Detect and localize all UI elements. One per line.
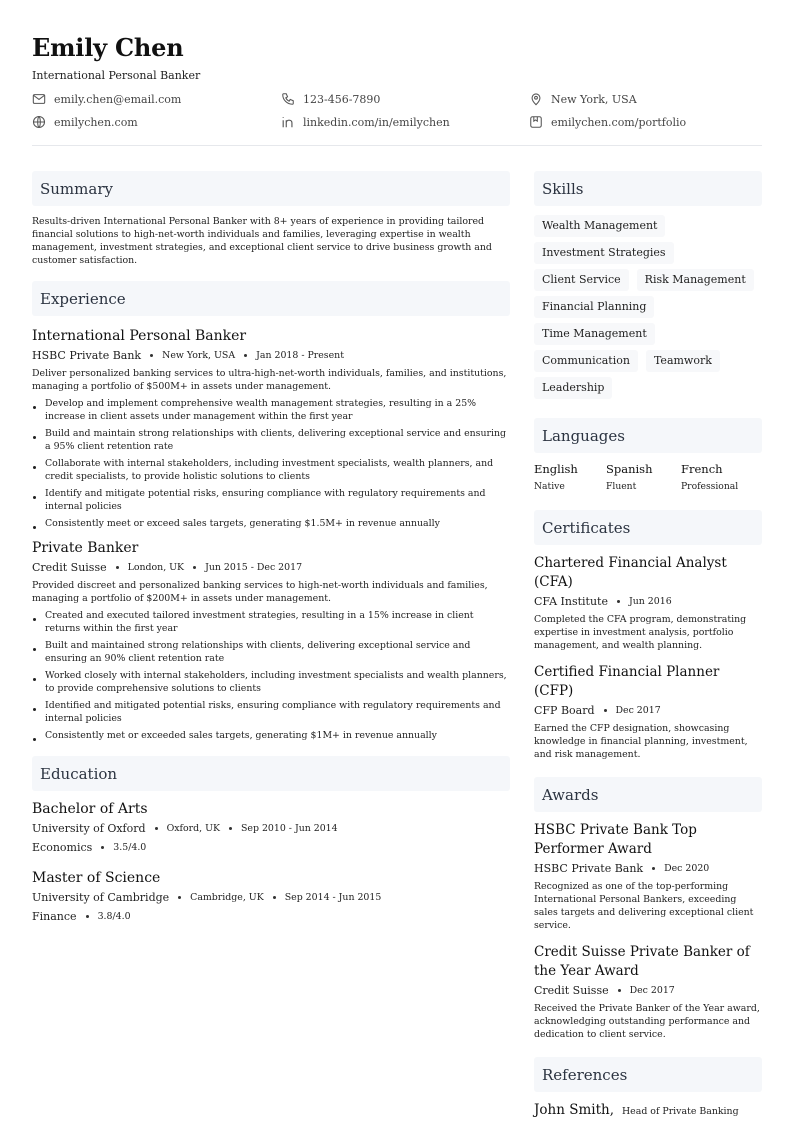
skill-tag: Investment Strategies <box>534 242 674 264</box>
job-bullet: Develop and implement comprehensive wealth management strategies, resulting in a 25% increase in client assets under management within the first year <box>32 397 510 423</box>
certificate-issuer: CFP Board <box>534 704 595 717</box>
reference-name: John Smith, <box>534 1102 614 1118</box>
certificate-description: Earned the CFP designation, showcasing knowledge in financial planning, investment, and risk management. <box>534 723 748 760</box>
certificate-meta <box>534 704 762 717</box>
job-company: Credit Suisse <box>32 561 107 574</box>
award-title: HSBC Private Bank Top Performer Award <box>534 822 697 857</box>
contact-website[interactable] <box>32 114 138 130</box>
left-column <box>32 171 510 923</box>
award-issuer: Credit Suisse <box>534 984 609 997</box>
certificate-issuer: CFA Institute <box>534 595 608 608</box>
summary-heading: Summary <box>32 171 510 206</box>
education-location: Cambridge, UK <box>190 892 264 903</box>
separator-dot <box>652 867 655 870</box>
skill-tag: Teamwork <box>646 350 720 372</box>
skill-tag: Risk Management <box>637 269 754 291</box>
contact-phone-text: 123-456-7890 <box>303 92 381 106</box>
job-location: London, UK <box>127 562 185 573</box>
award-date: Dec 2020 <box>664 863 710 874</box>
certificate-title: Chartered Financial Analyst (CFA) <box>534 555 727 590</box>
job-bullets <box>32 397 510 530</box>
education-school: University of Oxford <box>32 822 146 835</box>
separator-dot <box>116 566 119 569</box>
job-meta <box>32 561 510 574</box>
contact-location <box>529 91 637 107</box>
education-heading: Education <box>32 756 510 791</box>
separator-dot <box>193 566 196 569</box>
skills-list <box>534 215 762 404</box>
separator-dot <box>273 896 276 899</box>
summary-text: Results-driven International Personal Banker with 8+ years of experience in providing tailored financial solutions to high-net-worth individuals and families, leveraging expertise in wealth management, investment strategies, and exceptional client service to drive business growth and customer satisfaction. <box>32 216 492 266</box>
job-description: Provided discreet and personalized banking services to high-net-worth individuals and families, managing a portfolio of $200M+ in assets under management. <box>32 580 488 604</box>
award-entry <box>534 943 762 1041</box>
job-location: New York, USA <box>162 350 236 361</box>
education-field: Economics <box>32 841 93 854</box>
contact-linkedin-text: linkedin.com/in/emilychen <box>303 115 450 129</box>
skill-tag: Wealth Management <box>534 215 665 237</box>
education-field: Finance <box>32 910 77 923</box>
job-bullet: Built and maintained strong relationships with clients, delivering exceptional service and ensuring an 90% client retention rate <box>32 639 510 665</box>
phone-icon <box>281 92 295 106</box>
education-field-row <box>32 841 510 854</box>
certificate-description: Completed the CFA program, demonstrating expertise in investment analysis, portfolio management, and wealth planning. <box>534 614 747 651</box>
header-divider <box>32 145 762 146</box>
award-meta <box>534 862 762 875</box>
right-column <box>534 171 762 1118</box>
skill-tag: Client Service <box>534 269 629 291</box>
contact-website-text: emilychen.com <box>54 115 138 129</box>
education-location: Oxford, UK <box>166 823 220 834</box>
certificates-heading: Certificates <box>534 510 762 545</box>
skill-tag: Time Management <box>534 323 655 345</box>
separator-dot <box>178 896 181 899</box>
job-dates: Jun 2015 - Dec 2017 <box>205 562 303 573</box>
job-bullet: Collaborate with internal stakeholders, including investment specialists, wealth planners, and credit specialists, to provide holistic solutions to clients <box>32 457 510 483</box>
candidate-role: International Personal Banker <box>32 69 201 82</box>
mail-icon <box>32 92 46 106</box>
award-meta <box>534 984 762 997</box>
portfolio-icon <box>529 115 543 129</box>
language-name: Spanish <box>606 462 653 476</box>
job-meta <box>32 349 510 362</box>
contact-phone[interactable] <box>281 91 380 107</box>
certificate-date: Jun 2016 <box>628 596 672 607</box>
skill-tag: Leadership <box>534 377 612 399</box>
education-meta <box>32 891 510 904</box>
skill-tag: Communication <box>534 350 638 372</box>
separator-dot <box>155 827 158 830</box>
award-description: Received the Private Banker of the Year award, acknowledging outstanding performance and dedication to client service. <box>534 1003 760 1040</box>
certificate-title: Certified Financial Planner (CFP) <box>534 664 720 699</box>
contact-portfolio-text: emilychen.com/portfolio <box>551 115 687 129</box>
location-pin-icon <box>529 92 543 106</box>
job-bullet: Build and maintain strong relationships with clients, delivering exceptional service and ensuring a 95% client retention rate <box>32 427 510 453</box>
separator-dot <box>618 989 621 992</box>
job-bullet: Identify and mitigate potential risks, ensuring compliance with regulatory requirements and internal policies <box>32 487 510 513</box>
education-degree: Master of Science <box>32 870 161 886</box>
candidate-name: Emily Chen <box>32 33 184 62</box>
reference-entry <box>534 1102 762 1118</box>
education-gpa: 3.8/4.0 <box>97 911 131 922</box>
education-entry <box>32 870 510 923</box>
education-gpa: 3.5/4.0 <box>113 842 147 853</box>
job-description: Deliver personalized banking services to ultra-high-net-worth individuals, families, and institutions, managing a portfolio of $500M+ in assets under management. <box>32 368 507 392</box>
languages-list <box>534 462 762 492</box>
language-level: Fluent <box>606 481 637 492</box>
contact-portfolio[interactable] <box>529 114 686 130</box>
education-field-row <box>32 910 510 923</box>
separator-dot <box>86 915 89 918</box>
language-item <box>681 462 761 492</box>
education-meta <box>32 822 510 835</box>
contact-email[interactable] <box>32 91 181 107</box>
skills-heading: Skills <box>534 171 762 206</box>
award-entry <box>534 821 762 932</box>
certificate-entry <box>534 554 762 652</box>
job-bullets <box>32 609 510 742</box>
certificate-entry <box>534 663 762 761</box>
awards-heading: Awards <box>534 777 762 812</box>
separator-dot <box>101 846 104 849</box>
education-dates: Sep 2010 - Jun 2014 <box>241 823 338 834</box>
certificate-date: Dec 2017 <box>615 705 661 716</box>
job-entry <box>32 328 510 530</box>
separator-dot <box>150 354 153 357</box>
reference-position: Head of Private Banking <box>622 1106 739 1117</box>
job-bullet: Identified and mitigated potential risks, ensuring compliance with regulatory requirements and internal policies <box>32 699 510 725</box>
languages-heading: Languages <box>534 418 762 453</box>
job-bullet: Consistently met or exceeded sales targets, generating $1M+ in revenue annually <box>32 729 510 742</box>
language-level: Professional <box>681 481 739 492</box>
separator-dot <box>604 709 607 712</box>
education-degree: Bachelor of Arts <box>32 801 148 817</box>
award-issuer: HSBC Private Bank <box>534 862 644 875</box>
language-item <box>606 462 681 492</box>
job-dates: Jan 2018 - Present <box>256 350 344 361</box>
certificate-meta <box>534 595 762 608</box>
skill-tag: Financial Planning <box>534 296 654 318</box>
job-bullet: Worked closely with internal stakeholders, including investment specialists and wealth planners, to provide comprehensive solutions to clients <box>32 669 510 695</box>
language-name: English <box>534 462 578 476</box>
experience-heading: Experience <box>32 281 510 316</box>
separator-dot <box>244 354 247 357</box>
globe-icon <box>32 115 46 129</box>
language-level: Native <box>534 481 565 492</box>
job-title: International Personal Banker <box>32 328 247 344</box>
job-bullet: Created and executed tailored investment strategies, resulting in a 15% increase in client returns within the first year <box>32 609 510 635</box>
contact-linkedin[interactable] <box>281 114 450 130</box>
separator-dot <box>617 600 620 603</box>
references-heading: References <box>534 1057 762 1092</box>
award-title: Credit Suisse Private Banker of the Year Award <box>534 944 750 979</box>
contact-email-text: emily.chen@email.com <box>54 92 182 106</box>
education-school: University of Cambridge <box>32 891 170 904</box>
separator-dot <box>229 827 232 830</box>
language-name: French <box>681 462 723 476</box>
contact-location-text: New York, USA <box>551 92 637 106</box>
linkedin-icon <box>281 115 295 129</box>
education-dates: Sep 2014 - Jun 2015 <box>284 892 382 903</box>
job-bullet: Consistently meet or exceed sales targets, generating $1.5M+ in revenue annually <box>32 517 510 530</box>
job-company: HSBC Private Bank <box>32 349 142 362</box>
award-description: Recognized as one of the top-performing International Personal Bankers, exceeding sales targets and delivering exceptional client service. <box>534 881 754 931</box>
job-entry <box>32 540 510 742</box>
language-item <box>534 462 606 492</box>
job-title: Private Banker <box>32 540 139 556</box>
education-entry <box>32 801 510 854</box>
award-date: Dec 2017 <box>629 985 675 996</box>
